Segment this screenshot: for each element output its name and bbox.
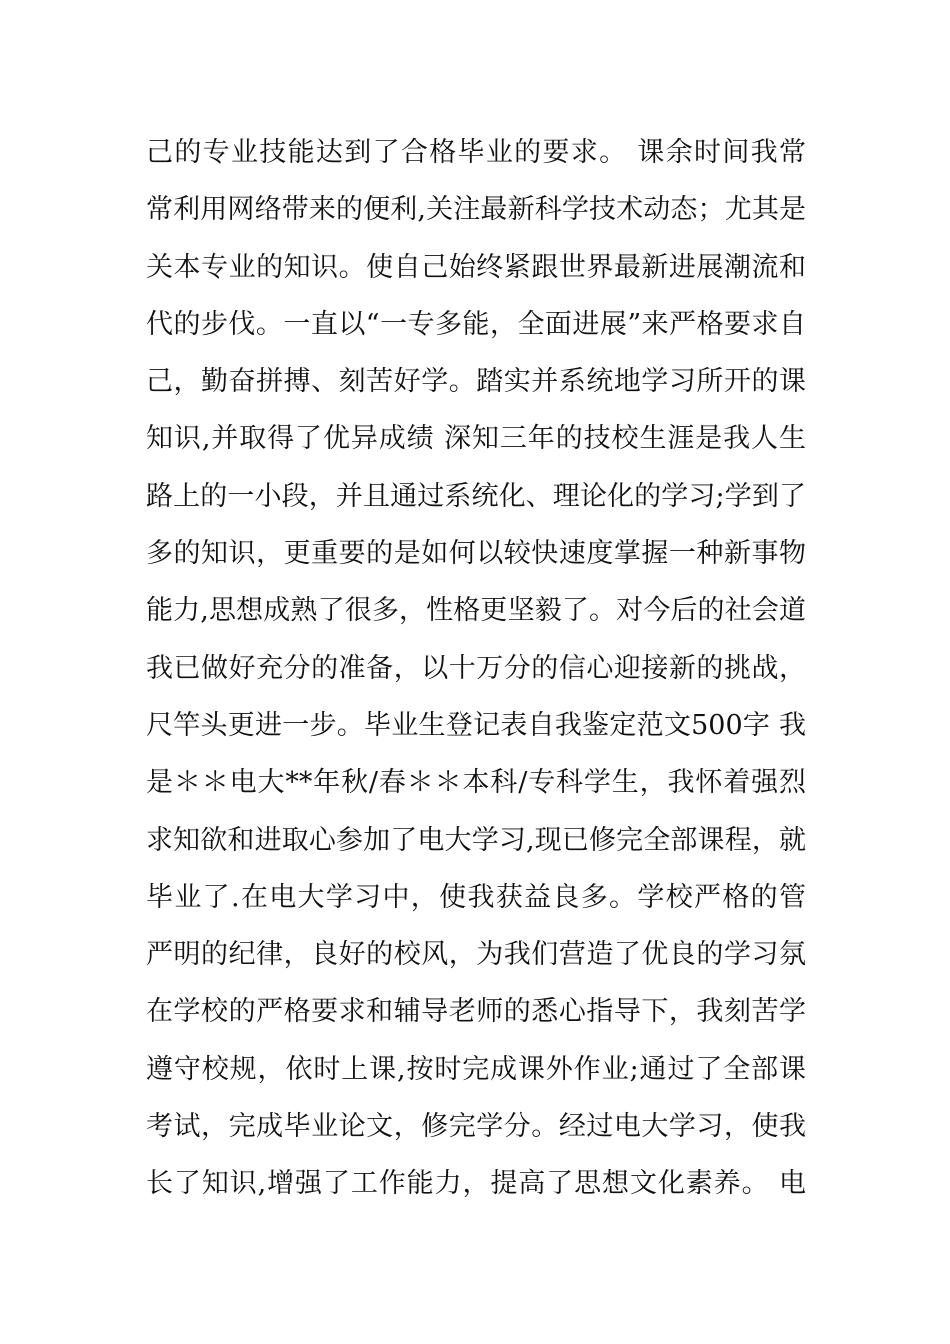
- text-line: 是＊＊电大**年秋/春＊＊本科/专科学生，我怀着强烈: [146, 767, 806, 799]
- text-line: 毕业了.在电大学习中，使我获益良多。学校严格的管: [146, 881, 806, 913]
- text-line: 我已做好充分的准备，以十万分的信心迎接新的挑战，: [146, 652, 806, 684]
- text-line: 关本专业的知识。使自己始终紧跟世界最新进展潮流和: [146, 251, 806, 283]
- text-line: 知识,并取得了优异成绩 深知三年的技校生涯是我人生: [146, 423, 806, 455]
- text-line: 考试，完成毕业论文，修完学分。经过电大学习，使我: [146, 1111, 806, 1143]
- text-line: 严明的纪律，良好的校风，为我们营造了优良的学习氛: [146, 939, 806, 971]
- body-text: [146, 124, 806, 1213]
- text-line: 遵守校规，依时上课,按时完成课外作业;通过了全部课: [146, 1053, 806, 1085]
- text-line: 长了知识,增强了工作能力，提高了思想文化素养。 电: [146, 1168, 806, 1200]
- text-line: 多的知识，更重要的是如何以较快速度掌握一种新事物: [146, 538, 806, 570]
- text-line: 路上的一小段，并且通过系统化、理论化的学习;学到了: [146, 480, 806, 512]
- text-line: 能力,思想成熟了很多，性格更坚毅了。对今后的社会道: [146, 595, 806, 627]
- text-line: 求知欲和进取心参加了电大学习,现已修完全部课程，就: [146, 824, 806, 856]
- text-line: 代的步伐。一直以“一专多能，全面进展”来严格要求自: [146, 308, 806, 340]
- text-line: 己，勤奋拼搏、刻苦好学。踏实并系统地学习所开的课: [146, 366, 806, 398]
- text-line: 尺竿头更进一步。毕业生登记表自我鉴定范文500字 我: [146, 709, 806, 741]
- text-line: 常利用网络带来的便利,关注最新科学技术动态；尤其是: [146, 194, 806, 226]
- text-line: 在学校的严格要求和辅导老师的悉心指导下，我刻苦学: [146, 996, 806, 1028]
- text-line: 己的专业技能达到了合格毕业的要求。 课余时间我常: [146, 137, 806, 168]
